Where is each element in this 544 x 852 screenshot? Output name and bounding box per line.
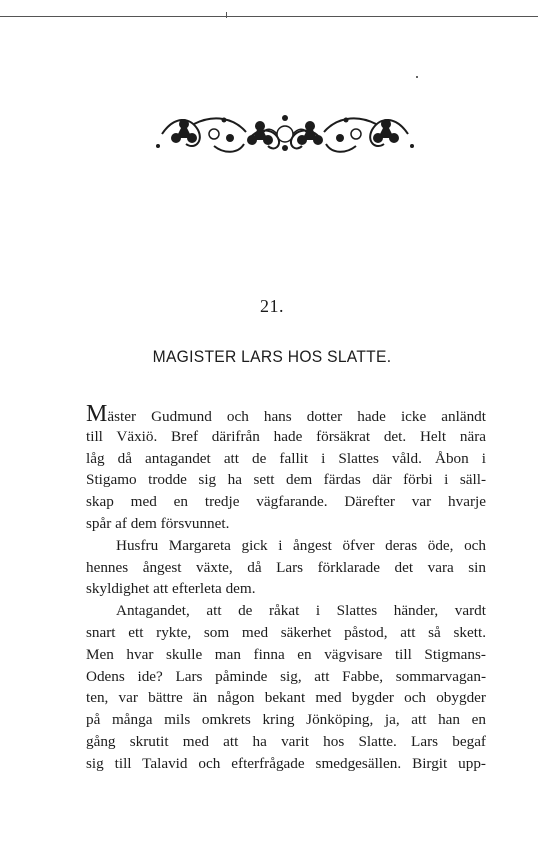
- text-line: hennes ångest växte, då Lars förklarade det vara sin: [86, 558, 486, 576]
- text-line: låg då antagandet att de fallit i Slattes våld. Åbon i: [86, 449, 486, 467]
- text-line: ten, var bättre än någon bekant med bygder och obygder: [86, 689, 486, 707]
- top-rule: [0, 16, 538, 17]
- text-line: Mäster Gudmund och hans dotter hade icke anländt: [86, 401, 486, 427]
- text-line: skyldighet att efterleta dem.: [86, 580, 256, 598]
- text-line: Men hvar skulle man finna en vägvisare till Stigmans-: [86, 645, 486, 663]
- text-line: gång skrutit med att ha varit hos Slatte. Lars begaf: [86, 732, 486, 750]
- print-speck: [416, 76, 418, 78]
- text-line: sig till Talavid och efterfrågade smedgesällen. Birgit upp-: [86, 754, 486, 772]
- text-line: skap med en tredje vägfarande. Därefter var hvarje: [86, 493, 486, 511]
- text-line: Odens ide? Lars påminde sig, att Fabbe, sommarvagan-: [86, 667, 486, 685]
- chapter-title: MAGISTER LARS HOS SLATTE.: [152, 347, 392, 366]
- dropcap: M: [86, 401, 108, 427]
- body-text: [86, 401, 486, 775]
- text-line: spår af dem försvunnet.: [86, 514, 230, 532]
- floral-vignette-icon: [154, 108, 416, 158]
- text-line: Antagandet, att de råkat i Slattes händer, vardt: [116, 602, 486, 620]
- chapter-number: 21.: [260, 296, 284, 316]
- text-line: på många mils omkrets kring Jönköping, ja, att han en: [86, 711, 486, 729]
- text-line: till Växiö. Bref därifrån hade försäkrat det. Helt nära: [86, 427, 486, 445]
- text-line: Husfru Margareta gick i ångest öfver deras öde, och: [116, 536, 486, 554]
- text-line: Stigamo trodde sig ha sett dem färdas där förbi i säll-: [86, 471, 486, 489]
- text-line: snart ett rykte, som med säkerhet påstod, att så skett.: [86, 623, 486, 641]
- top-rule-tick: [226, 12, 227, 18]
